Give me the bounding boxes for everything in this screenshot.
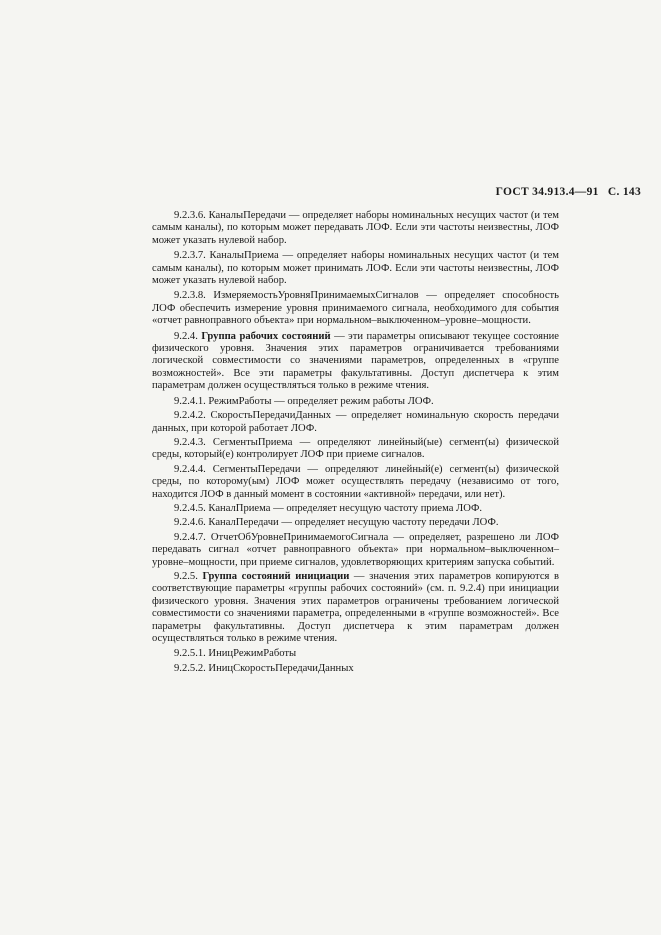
paragraph-9-2-4-1: 9.2.4.1. РежимРаботы — определяет режим работы ЛОФ.: [174, 395, 434, 407]
section-text: — эти параметры описывают текущее состояние физического уровня. Значения этих параметров ограничивается требованиями логической совместимости со значениями параметров, определенных в «группе возможностей». Все эти параметры факультативны. Доступ диспетчера к этим параметрам должен осуществляться только в режиме чтения.: [152, 330, 559, 392]
paragraph-9-2-3-6: 9.2.3.6. КаналыПередачи — определяет наборы номинальных несущих частот (и тем самым каналы), по которым может передавать ЛОФ. Если эти частоты неизвестны, ЛОФ может указать нулевой набор.: [152, 210, 559, 246]
section-number: 9.2.4.: [174, 330, 198, 342]
paragraph-9-2-4-4: 9.2.4.4. СегментыПередачи — определяют линейный(е) сегмент(ы) физической среды, по которому(ым) ЛОФ может осуществлять передачу (независимо от того, находится ЛОФ в данный момент в состоянии «активной» передачи, или нет).: [152, 463, 559, 500]
paragraph-9-2-5-1: 9.2.5.1. ИницРежимРаботы: [174, 648, 297, 660]
standard-code: ГОСТ 34.913.4—91: [495, 186, 599, 198]
paragraph-9-2-4-6: 9.2.4.6. КаналПередачи — определяет несущую частоту передачи ЛОФ.: [174, 517, 499, 529]
section-text: — значения этих параметров копируются в соответствующие параметры «группы рабочих состояний» (см. п. 9.2.4) при инициации физического уровня. Значения этих параметров ограничены требованием логической совместимости со значениями параметра, определенными в «группе возможностей». Все параметры факультативны. Доступ диспетчера к этим параметрам должен осуществляться только в режиме чтения.: [152, 570, 559, 644]
paragraph-9-2-5-2: 9.2.5.2. ИницСкоростьПередачиДанных: [174, 662, 354, 674]
page-header: [490, 186, 641, 198]
paragraph-9-2-4-5: 9.2.4.5. КаналПриема — определяет несущую частоту приема ЛОФ.: [174, 502, 483, 514]
paragraph-9-2-3-8: 9.2.3.8. ИзмеряемостьУровняПринимаемыхСигналов — определяет способность ЛОФ обеспечить измерение уровня принимаемого сигнала, необходимого для события «отчет равноправного объекта» при нормальном–выключенном–уровне–мощности.: [152, 290, 559, 327]
paragraph-9-2-5: [152, 571, 559, 645]
page-number: С. 143: [607, 186, 641, 198]
paragraph-9-2-4: [152, 331, 559, 393]
paragraph-9-2-4-3: 9.2.4.3. СегментыПриема — определяют линейный(ые) сегмент(ы) физической среды, который(е) контролирует ЛОФ при приеме сигналов.: [152, 436, 559, 461]
paragraph-9-2-3-7: 9.2.3.7. КаналыПриема — определяет наборы номинальных несущих частот (и тем самым каналы), по которым может принимать ЛОФ. Если эти частоты неизвестны, ЛОФ может указать нулевой набор.: [152, 250, 559, 287]
section-number: 9.2.5.: [174, 570, 198, 582]
paragraph-9-2-4-2: 9.2.4.2. СкоростьПередачиДанных — определяет номинальную скорость передачи данных, при которой работает ЛОФ.: [152, 410, 559, 434]
section-heading: Группа состояний инициации: [202, 570, 350, 582]
document-body: [152, 210, 559, 677]
paragraph-9-2-4-7: 9.2.4.7. ОтчетОбУровнеПринимаемогоСигнала — определяет, разрешено ли ЛОФ передавать сигнал «отчет равноправного объекта» при нормальном–выключенном–уровне–мощности, при приеме сигналов, удовлетворяющих критериям запуска событий.: [152, 531, 559, 568]
section-heading: Группа рабочих состояний: [201, 330, 331, 342]
